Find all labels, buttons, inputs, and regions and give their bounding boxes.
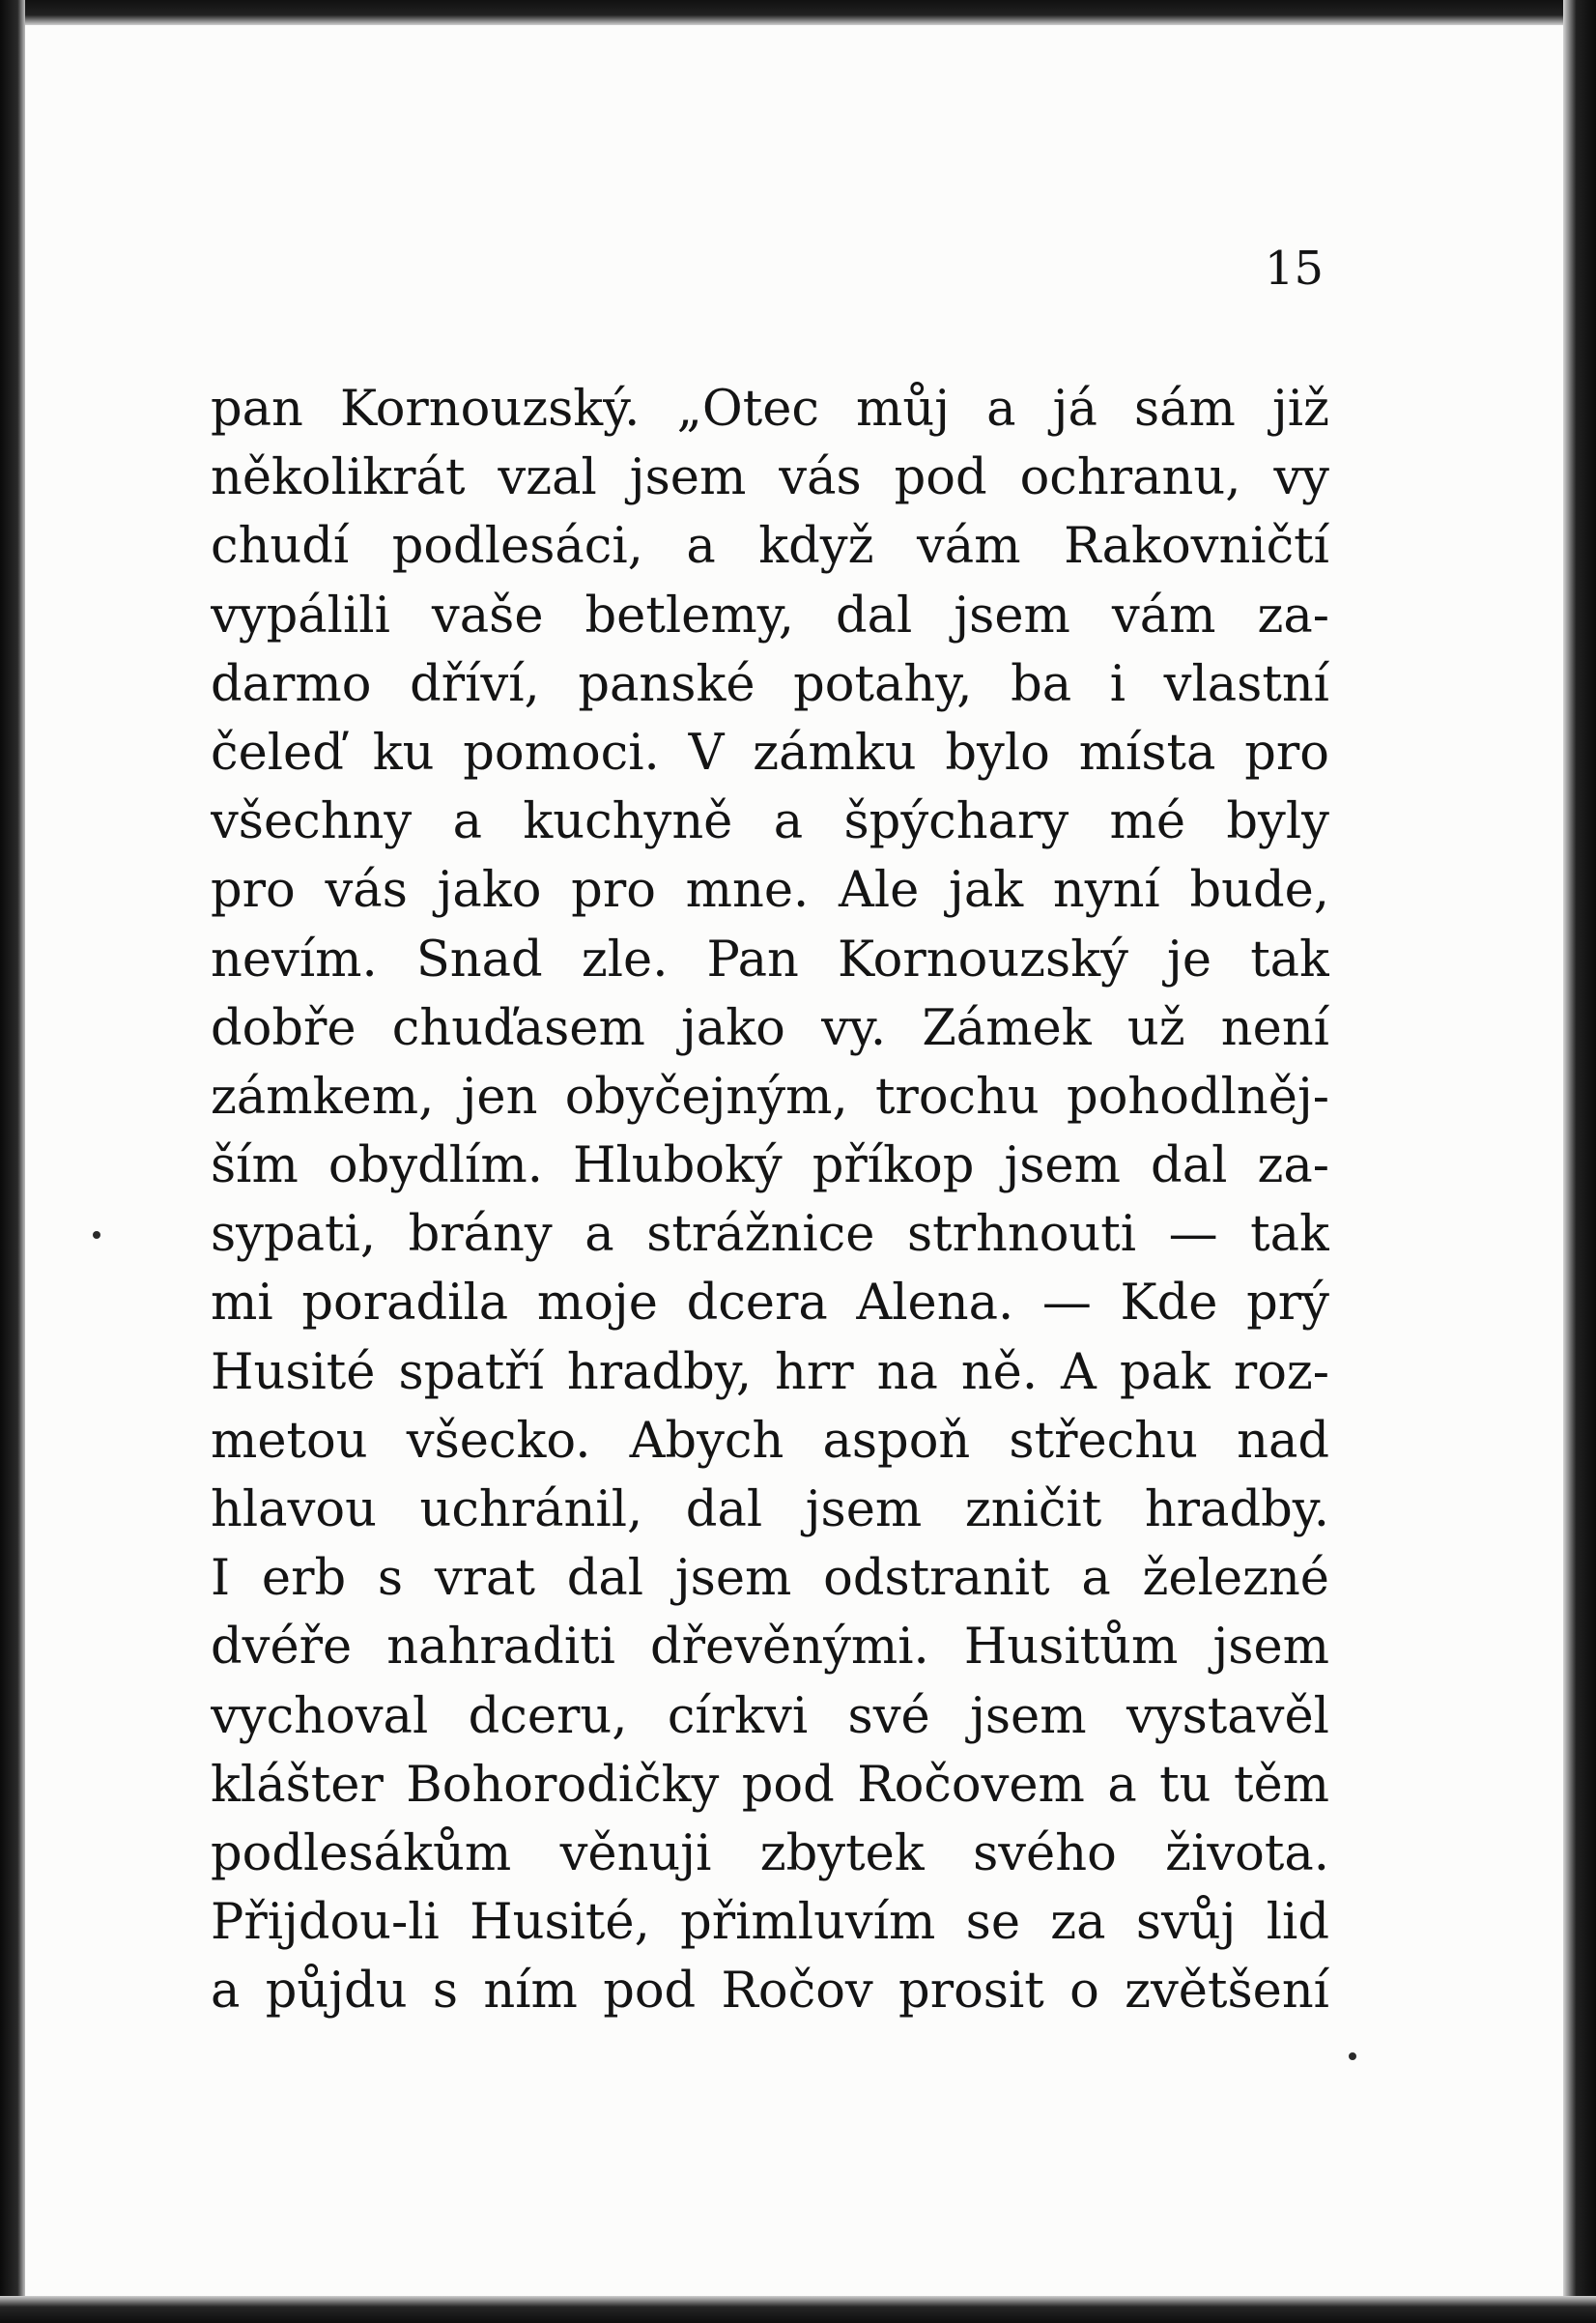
text-line: Přijdou-li Husité, přimluvím se za svůj lid [211, 1894, 1329, 1952]
text-line: čeleď ku pomoci. V zámku bylo místa pro [211, 724, 1329, 782]
text-line: I erb s vrat dal jsem odstranit a železné [211, 1550, 1329, 1608]
scan-edge-top [0, 0, 1596, 25]
text-line: metou všecko. Abych aspoň střechu nad [211, 1412, 1329, 1470]
scan-speck [93, 1231, 100, 1239]
text-line: a půjdu s ním pod Ročov prosit o zvětšení [211, 1963, 1329, 2021]
text-line: vypálili vaše betlemy, dal jsem vám za- [211, 587, 1329, 645]
text-line: dobře chuďasem jako vy. Zámek už není [211, 999, 1329, 1057]
text-line: chudí podlesáci, a když vám Rakovničtí [211, 518, 1329, 576]
text-line: několikrát vzal jsem vás pod ochranu, vy [211, 449, 1329, 507]
text-line: hlavou uchránil, dal jsem zničit hradby. [211, 1481, 1329, 1538]
text-line: dvéře nahraditi dřevěnými. Husitům jsem [211, 1619, 1329, 1677]
text-line: ším obydlím. Hluboký příkop jsem dal za- [211, 1137, 1329, 1195]
text-line: zámkem, jen obyčejným, trochu pohodlněj- [211, 1068, 1329, 1126]
text-line: mi poradila moje dcera Alena. — Kde prý [211, 1275, 1329, 1333]
text-line: darmo dříví, panské potahy, ba i vlastní [211, 655, 1329, 713]
text-line: pro vás jako pro mne. Ale jak nyní bude, [211, 862, 1329, 920]
text-line: Husité spatří hradby, hrr na ně. A pak roz- [211, 1343, 1329, 1401]
scan-edge-bottom [0, 2296, 1596, 2323]
text-line: podlesákům věnuji zbytek svého života. [211, 1824, 1329, 1882]
body-text [211, 375, 1329, 2026]
page-number: 15 [1264, 242, 1324, 296]
text-line: vychoval dceru, církvi své jsem vystavěl [211, 1687, 1329, 1745]
text-line: sypati, brány a strážnice strhnouti — tak [211, 1206, 1329, 1264]
scan-edge-right [1563, 0, 1596, 2323]
text-line: pan Kornouzský. „Otec můj a já sám již [211, 381, 1329, 438]
text-line: všechny a kuchyně a špýchary mé byly [211, 793, 1329, 851]
text-line: nevím. Snad zle. Pan Kornouzský je tak [211, 931, 1329, 989]
scan-edge-left [0, 0, 25, 2323]
scan-speck [1349, 2052, 1356, 2060]
text-line: klášter Bohorodičky pod Ročovem a tu těm [211, 1756, 1329, 1814]
